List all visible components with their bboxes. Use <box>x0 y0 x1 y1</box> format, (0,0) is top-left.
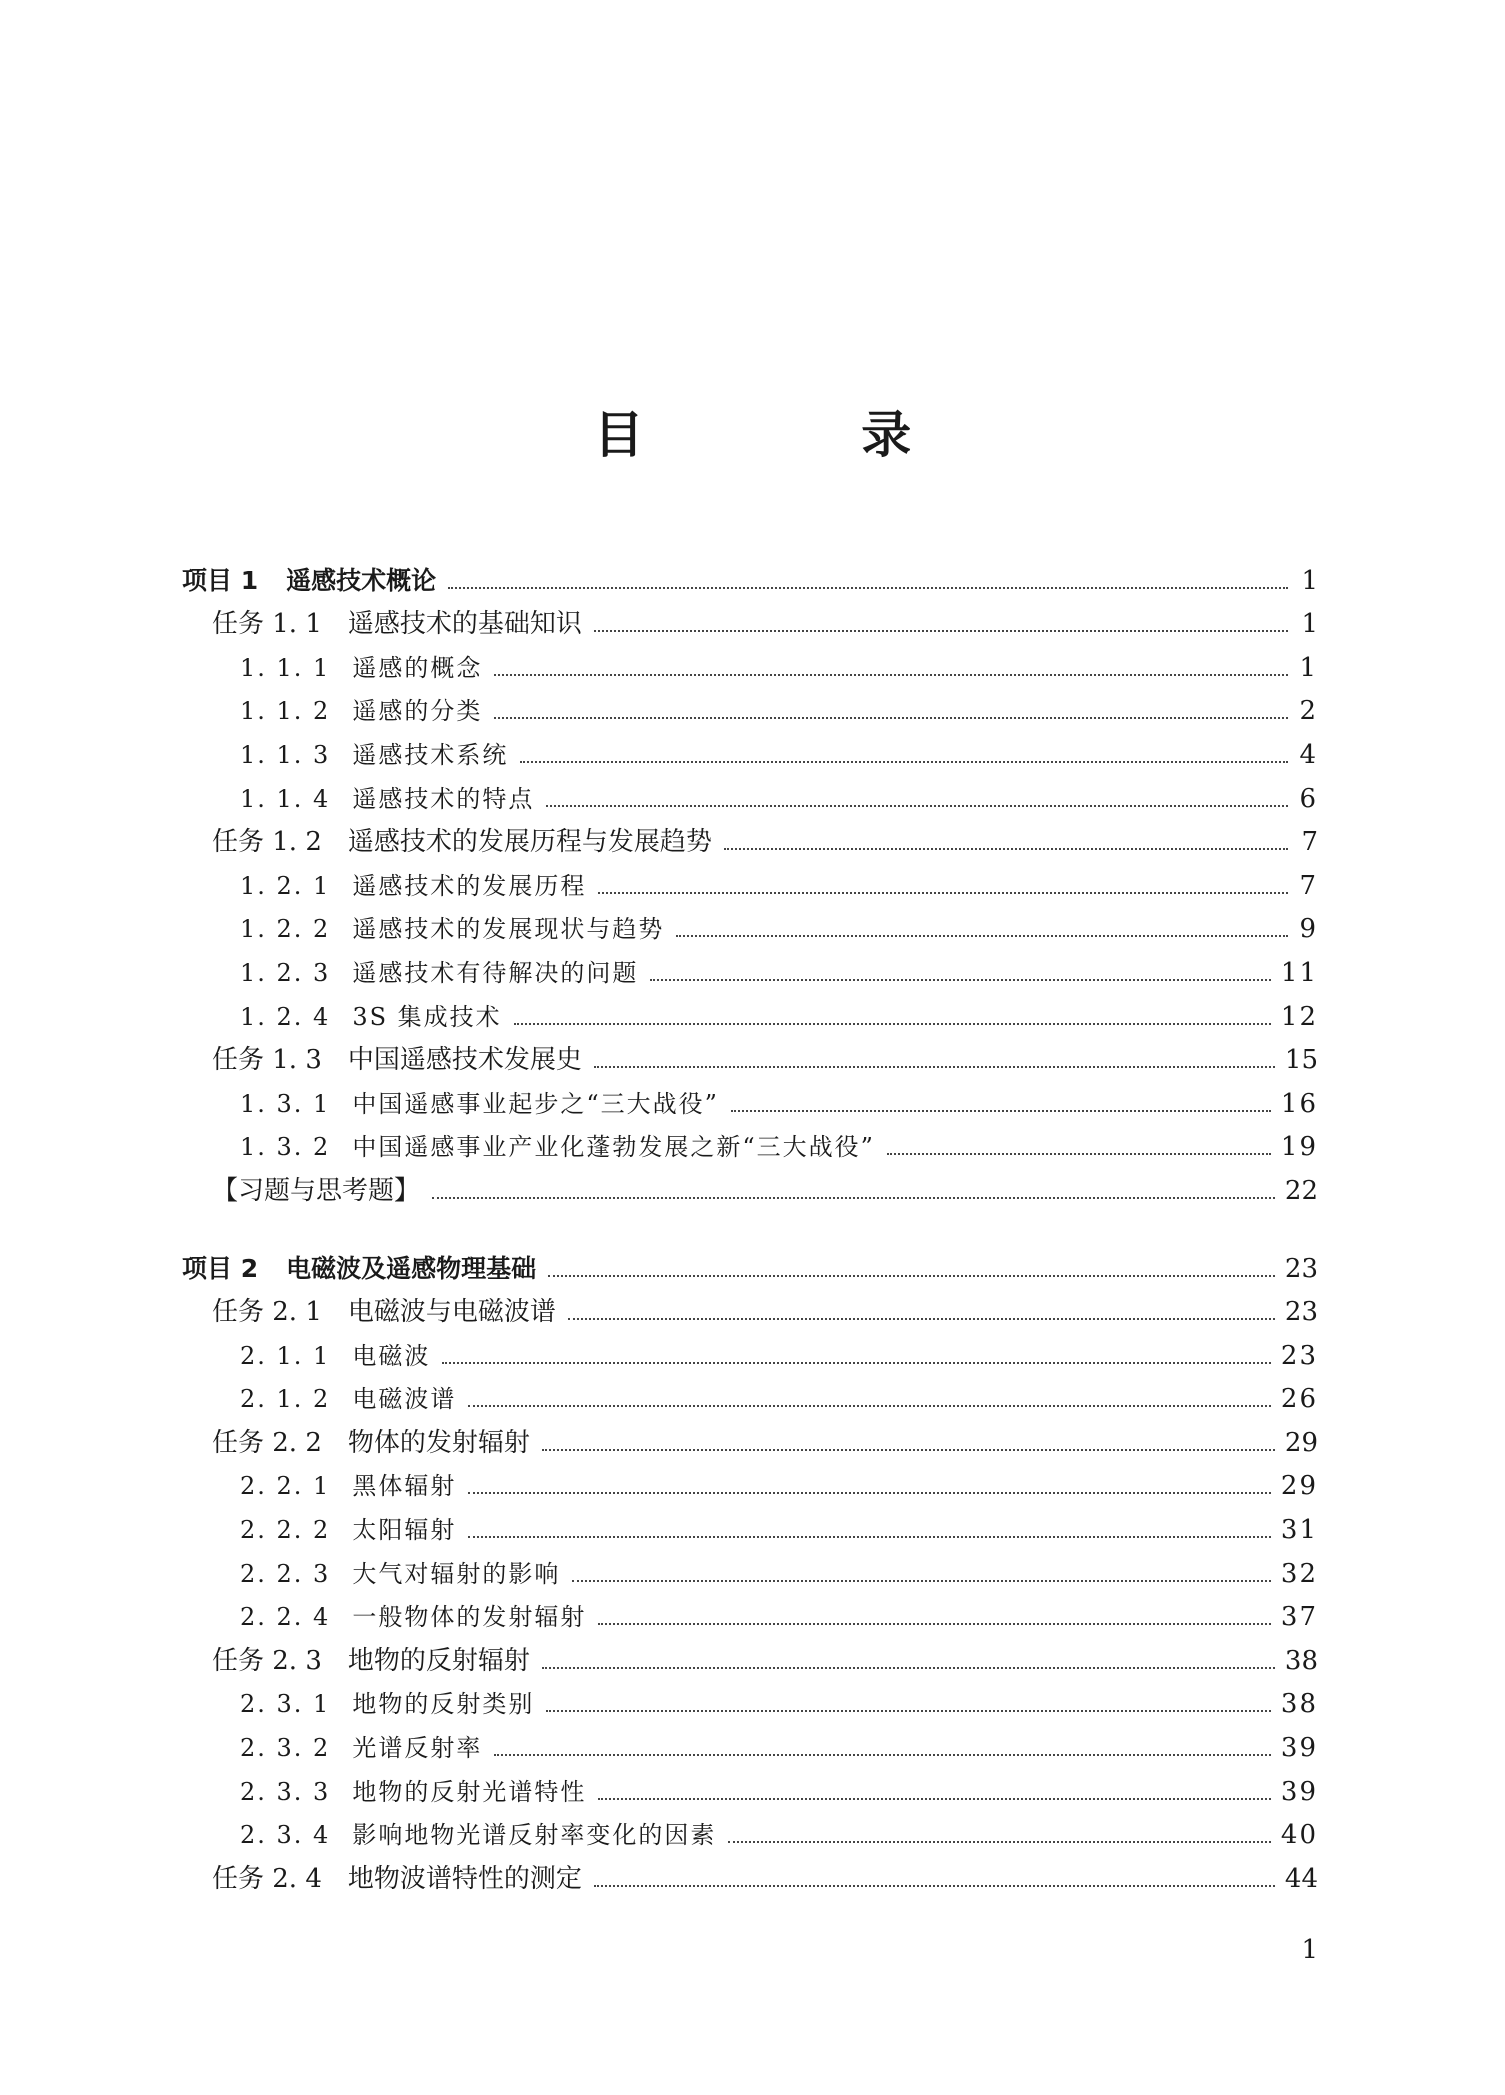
toc-entry-task[interactable] <box>182 1414 1318 1458</box>
toc-entry-section[interactable] <box>182 1371 1318 1415</box>
toc-entry-label: 地物的反射类别 <box>352 1690 535 1719</box>
toc-entry-label: 遥感技术的特点 <box>352 784 535 813</box>
toc-entry-section[interactable] <box>182 770 1318 814</box>
toc-entry-task[interactable] <box>182 1284 1318 1328</box>
toc-entry-section[interactable] <box>182 1719 1318 1763</box>
toc-entry-label: 3S 集成技术 <box>352 1002 502 1031</box>
toc-dot-leader <box>568 1318 1275 1320</box>
toc-entry-section[interactable] <box>182 857 1318 901</box>
toc-entry-page: 29 <box>1284 1427 1318 1458</box>
toc-entry-page: 15 <box>1284 1045 1318 1076</box>
toc-entry-section[interactable] <box>182 726 1318 770</box>
toc-entry-section[interactable] <box>182 944 1318 988</box>
toc-dot-leader <box>650 979 1271 981</box>
toc-entry-section[interactable] <box>182 1545 1318 1589</box>
toc-entry-label: 地物的反射辐射 <box>347 1645 530 1676</box>
toc-entry-number: 2. 2. 2 <box>240 1516 331 1545</box>
toc-entry-page: 19 <box>1280 1132 1318 1163</box>
toc-entry-page: 23 <box>1284 1297 1318 1328</box>
toc-entry-number: 任务 2. 4 <box>212 1863 322 1894</box>
toc-entry-number: 1. 1. 1 <box>240 653 331 682</box>
toc-entry-number: 1. 2. 3 <box>240 958 331 987</box>
toc-entry-task[interactable] <box>182 1032 1318 1076</box>
toc-dot-leader <box>594 1885 1275 1887</box>
toc-entry-label: 遥感技术的发展历程 <box>352 871 587 900</box>
toc-entry-section[interactable] <box>182 1589 1318 1633</box>
toc-entry-number: 2. 3. 1 <box>240 1690 331 1719</box>
toc-entry-label: 中国遥感事业产业化蓬勃发展之新“三大战役” <box>352 1133 875 1162</box>
toc-entry-number: 1. 3. 1 <box>240 1089 331 1118</box>
toc-dot-leader <box>676 935 1288 937</box>
toc-entry-page: 11 <box>1280 957 1318 988</box>
toc-entry-label: 大气对辐射的影响 <box>352 1559 561 1588</box>
toc-entry-page: 39 <box>1280 1776 1318 1807</box>
toc-entry-page: 40 <box>1280 1820 1318 1851</box>
toc-dot-leader <box>598 1623 1271 1625</box>
toc-entry-label: 遥感技术的基础知识 <box>347 609 582 640</box>
toc-entry-page: 9 <box>1299 914 1318 945</box>
toc-entry-page: 38 <box>1280 1689 1318 1720</box>
toc-entry-label: 遥感技术的发展历程与发展趋势 <box>347 827 712 858</box>
toc-dot-leader <box>468 1492 1271 1494</box>
toc-entry-page: 23 <box>1280 1340 1318 1371</box>
toc-entry-page: 1 <box>1301 609 1318 640</box>
toc-entry-number: 任务 1. 2 <box>212 827 322 858</box>
toc-entry-label: 电磁波与电磁波谱 <box>347 1297 556 1328</box>
toc-dot-leader <box>598 892 1288 894</box>
toc-entry-number: 1. 2. 1 <box>240 871 331 900</box>
toc-entry-label: 遥感技术系统 <box>352 740 509 769</box>
toc-entry-task[interactable] <box>182 814 1318 858</box>
toc-entry-section[interactable] <box>182 639 1318 683</box>
toc-entry-label: 黑体辐射 <box>352 1472 457 1501</box>
toc-entry-number: 2. 3. 2 <box>240 1734 331 1763</box>
toc-entry-project[interactable] <box>182 1240 1318 1284</box>
toc-entry-section[interactable] <box>182 1807 1318 1851</box>
toc-entry-label: 遥感的概念 <box>352 653 483 682</box>
toc-dot-leader <box>724 848 1288 850</box>
toc-entry-label: 遥感技术概论 <box>286 565 437 595</box>
toc-entry-number: 2. 2. 4 <box>240 1603 331 1632</box>
toc-entry-section[interactable] <box>182 1075 1318 1119</box>
toc-entry-number: 1. 3. 2 <box>240 1133 331 1162</box>
toc-entry-page: 12 <box>1280 1001 1318 1032</box>
toc-dot-leader <box>514 1023 1271 1025</box>
toc-gap <box>182 1206 1318 1240</box>
toc-entry-label: 物体的发射辐射 <box>347 1427 530 1458</box>
toc-entry-section[interactable] <box>182 1501 1318 1545</box>
toc-entry-exercise[interactable] <box>182 1162 1318 1206</box>
toc-entry-number: 任务 2. 3 <box>212 1645 322 1676</box>
table-of-contents <box>182 552 1318 1894</box>
toc-dot-leader <box>520 761 1288 763</box>
page-title: 目 录 <box>593 405 1012 464</box>
toc-dot-leader <box>548 1275 1275 1277</box>
toc-entry-page: 4 <box>1299 739 1318 770</box>
toc-entry-page: 1 <box>1299 652 1318 683</box>
toc-entry-page: 39 <box>1280 1733 1318 1764</box>
toc-entry-label: 地物波谱特性的测定 <box>347 1863 582 1894</box>
toc-entry-label: 中国遥感事业起步之“三大战役” <box>352 1089 719 1118</box>
toc-entry-section[interactable] <box>182 1458 1318 1502</box>
toc-entry-page: 22 <box>1284 1175 1318 1206</box>
toc-dot-leader <box>542 1449 1275 1451</box>
toc-entry-number: 任务 2. 2 <box>212 1427 322 1458</box>
toc-entry-number: 1. 2. 4 <box>240 1002 331 1031</box>
toc-dot-leader <box>546 805 1288 807</box>
toc-dot-leader <box>432 1197 1275 1199</box>
toc-entry-page: 6 <box>1299 783 1318 814</box>
toc-dot-leader <box>494 674 1288 676</box>
toc-dot-leader <box>448 587 1288 589</box>
toc-entry-label: 【习题与思考题】 <box>212 1175 421 1206</box>
toc-entry-number: 项目 1 <box>182 565 259 595</box>
toc-dot-leader <box>494 717 1288 719</box>
toc-dot-leader <box>542 1667 1275 1669</box>
toc-entry-section[interactable] <box>182 1676 1318 1720</box>
toc-dot-leader <box>468 1536 1271 1538</box>
toc-entry-label: 电磁波谱 <box>352 1385 457 1414</box>
toc-entry-task[interactable] <box>182 1850 1318 1894</box>
toc-entry-label: 遥感技术有待解决的问题 <box>352 958 639 987</box>
toc-dot-leader <box>728 1841 1271 1843</box>
toc-dot-leader <box>594 1066 1275 1068</box>
toc-dot-leader <box>468 1405 1271 1407</box>
toc-dot-leader <box>731 1110 1271 1112</box>
toc-entry-label: 电磁波及遥感物理基础 <box>286 1253 537 1283</box>
toc-entry-number: 1. 1. 3 <box>240 740 331 769</box>
toc-entry-number: 2. 1. 1 <box>240 1341 331 1370</box>
toc-entry-label: 遥感的分类 <box>352 697 483 726</box>
toc-dot-leader <box>594 630 1288 632</box>
toc-entry-number: 2. 2. 1 <box>240 1472 331 1501</box>
toc-entry-section[interactable] <box>182 901 1318 945</box>
toc-entry-label: 中国遥感技术发展史 <box>347 1045 582 1076</box>
toc-entry-number: 1. 1. 4 <box>240 784 331 813</box>
toc-entry-number: 项目 2 <box>182 1253 259 1283</box>
toc-entry-label: 地物的反射光谱特性 <box>352 1777 587 1806</box>
toc-entry-page: 37 <box>1280 1602 1318 1633</box>
toc-entry-page: 29 <box>1280 1471 1318 1502</box>
page-number: 1 <box>1301 1935 1318 1965</box>
toc-dot-leader <box>572 1580 1271 1582</box>
toc-entry-section[interactable] <box>182 1327 1318 1371</box>
toc-entry-label: 太阳辐射 <box>352 1516 457 1545</box>
toc-entry-project[interactable] <box>182 552 1318 596</box>
toc-entry-page: 38 <box>1284 1645 1318 1676</box>
toc-entry-number: 1. 2. 2 <box>240 915 331 944</box>
toc-entry-number: 2. 1. 2 <box>240 1385 331 1414</box>
toc-entry-page: 2 <box>1299 696 1318 727</box>
toc-entry-label: 影响地物光谱反射率变化的因素 <box>352 1821 717 1850</box>
toc-entry-section[interactable] <box>182 1763 1318 1807</box>
toc-entry-number: 任务 1. 3 <box>212 1045 322 1076</box>
toc-entry-task[interactable] <box>182 1632 1318 1676</box>
toc-entry-page: 1 <box>1301 565 1318 596</box>
toc-entry-number: 2. 2. 3 <box>240 1559 331 1588</box>
toc-entry-number: 2. 3. 4 <box>240 1821 331 1850</box>
toc-entry-section[interactable] <box>182 1119 1318 1163</box>
toc-entry-page: 23 <box>1284 1253 1318 1284</box>
toc-dot-leader <box>598 1798 1271 1800</box>
toc-entry-label: 光谱反射率 <box>352 1734 483 1763</box>
toc-entry-page: 7 <box>1299 870 1318 901</box>
toc-entry-number: 任务 1. 1 <box>212 609 322 640</box>
toc-dot-leader <box>442 1362 1271 1364</box>
toc-entry-label: 一般物体的发射辐射 <box>352 1603 587 1632</box>
toc-dot-leader <box>887 1153 1271 1155</box>
toc-entry-page: 31 <box>1280 1515 1318 1546</box>
toc-entry-page: 32 <box>1280 1558 1318 1589</box>
toc-entry-task[interactable] <box>182 596 1318 640</box>
toc-entry-label: 电磁波 <box>352 1341 431 1370</box>
toc-dot-leader <box>494 1754 1271 1756</box>
toc-entry-label: 遥感技术的发展现状与趋势 <box>352 915 665 944</box>
toc-entry-page: 7 <box>1301 827 1318 858</box>
toc-entry-section[interactable] <box>182 988 1318 1032</box>
toc-entry-section[interactable] <box>182 683 1318 727</box>
toc-entry-page: 16 <box>1280 1088 1318 1119</box>
toc-entry-number: 任务 2. 1 <box>212 1297 322 1328</box>
toc-dot-leader <box>546 1710 1271 1712</box>
toc-entry-page: 26 <box>1280 1384 1318 1415</box>
toc-entry-number: 2. 3. 3 <box>240 1777 331 1806</box>
toc-entry-page: 44 <box>1284 1863 1318 1894</box>
toc-entry-number: 1. 1. 2 <box>240 697 331 726</box>
